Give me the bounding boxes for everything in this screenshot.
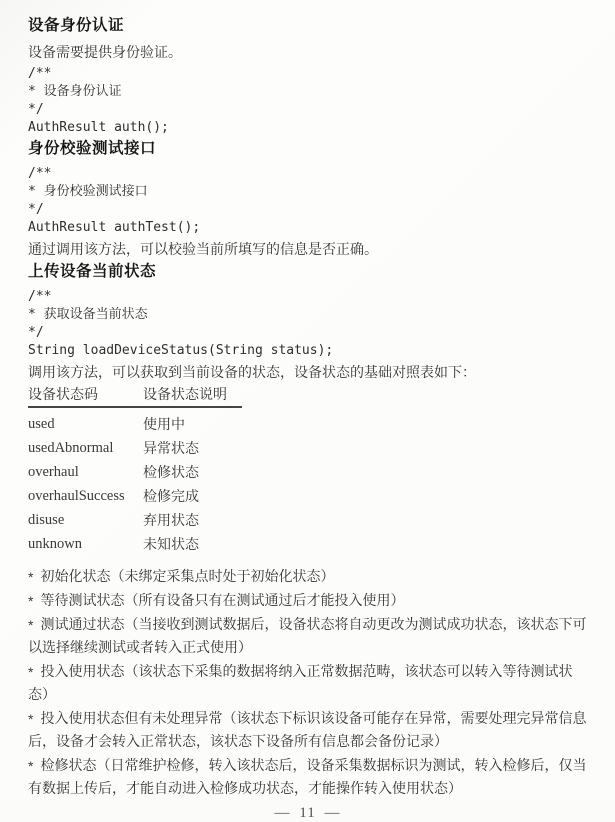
code-block-device-auth — [28, 65, 587, 137]
paragraph-device-auth-intro: 设备需要提供身份验证。 — [28, 44, 182, 60]
list-item-text: 投入使用状态（该状态下采集的数据将纳入正常数据范畴，该状态可以转入等待测试状态） — [28, 663, 573, 702]
section-upload-status — [28, 262, 587, 383]
table-header-status-code: 设备状态码 — [28, 386, 98, 402]
status-code-cell: unknown — [28, 535, 82, 552]
table-row — [28, 484, 242, 508]
list-item — [28, 754, 587, 800]
list-item — [28, 589, 587, 612]
table-row — [28, 436, 242, 460]
code-line-comment-open: /** — [28, 66, 52, 81]
code-block-auth-test — [28, 165, 587, 237]
code-line-method-auth-test: AuthResult authTest(); — [28, 220, 201, 235]
status-desc-cell: 使用中 — [143, 416, 185, 432]
table-header-status-desc: 设备状态说明 — [143, 386, 227, 402]
list-item — [28, 660, 587, 706]
code-line-comment-body: * 设备身份认证 — [28, 84, 122, 99]
status-code-cell: usedAbnormal — [28, 439, 114, 456]
page-number: — 11 — — [274, 805, 341, 821]
section-heading-device-auth: 设备身份认证 — [28, 17, 125, 34]
status-notes-list — [28, 565, 587, 800]
table-header-row — [28, 386, 242, 408]
bullet-asterisk: * — [28, 758, 34, 774]
section-auth-test — [28, 139, 587, 260]
code-line-comment-open: /** — [28, 166, 52, 181]
code-line-comment-open: /** — [28, 289, 52, 304]
code-line-comment-close: */ — [28, 325, 44, 340]
section-device-auth — [28, 16, 587, 137]
list-item-text: 检修状态（日常维护检修，转入该状态后，设备采集数据标识为测试，转入检修后，仅当有数据上传后，才能自动进入检修成功状态，才能操作转入使用状态） — [28, 757, 587, 796]
code-line-comment-close: */ — [28, 102, 44, 117]
section-heading-auth-test: 身份校验测试接口 — [28, 140, 157, 157]
list-item-text: 初始化状态（未绑定采集点时处于初始化状态） — [40, 568, 335, 584]
list-item-text: 投入使用状态但有未处理异常（该状态下标识该设备可能存在异常，需要处理完异常信息后，设备才会转入正常状态，该状态下设备所有信息都会备份记录） — [28, 710, 587, 749]
list-item — [28, 613, 587, 659]
code-line-comment-close: */ — [28, 202, 44, 217]
section-heading-upload-status: 上传设备当前状态 — [28, 263, 157, 280]
status-desc-cell: 未知状态 — [143, 536, 199, 552]
table-row — [28, 412, 242, 436]
list-item-text: 等待测试状态（所有设备只有在测试通过后才能投入使用） — [40, 592, 405, 608]
status-desc-cell: 检修完成 — [143, 488, 199, 504]
code-line-method-load-device-status: String loadDeviceStatus(String status); — [28, 343, 334, 358]
status-code-cell: disuse — [28, 511, 65, 528]
bullet-asterisk: * — [28, 569, 34, 585]
code-line-method-auth: AuthResult auth(); — [28, 120, 169, 135]
code-block-upload-status — [28, 288, 587, 360]
status-code-cell: overhaul — [28, 463, 79, 480]
table-body — [28, 412, 242, 556]
bullet-asterisk: * — [28, 664, 34, 680]
page-footer — [28, 804, 587, 822]
status-desc-cell: 异常状态 — [143, 440, 199, 456]
table-row — [28, 508, 242, 532]
table-row — [28, 460, 242, 484]
paragraph-auth-test-note: 通过调用该方法，可以校验当前所填写的信息是否正确。 — [28, 241, 378, 257]
bullet-asterisk: * — [28, 617, 34, 633]
bullet-asterisk: * — [28, 711, 34, 727]
paragraph-upload-status-note: 调用该方法，可以获取到当前设备的状态，设备状态的基础对照表如下： — [28, 364, 476, 380]
status-desc-cell: 弃用状态 — [143, 512, 199, 528]
code-line-comment-body: * 身份校验测试接口 — [28, 184, 148, 199]
status-code-cell: overhaulSuccess — [28, 487, 125, 504]
bullet-asterisk: * — [28, 593, 34, 609]
code-line-comment-body: * 获取设备当前状态 — [28, 307, 148, 322]
list-item — [28, 707, 587, 753]
status-desc-cell: 检修状态 — [143, 464, 199, 480]
status-code-table — [28, 386, 242, 556]
table-row — [28, 532, 242, 556]
status-code-cell: used — [28, 415, 55, 432]
list-item-text: 测试通过状态（当接收到测试数据后，设备状态将自动更改为测试成功状态，该状态下可以选择继续测试或者转入正式使用） — [28, 616, 587, 655]
list-item — [28, 565, 587, 588]
